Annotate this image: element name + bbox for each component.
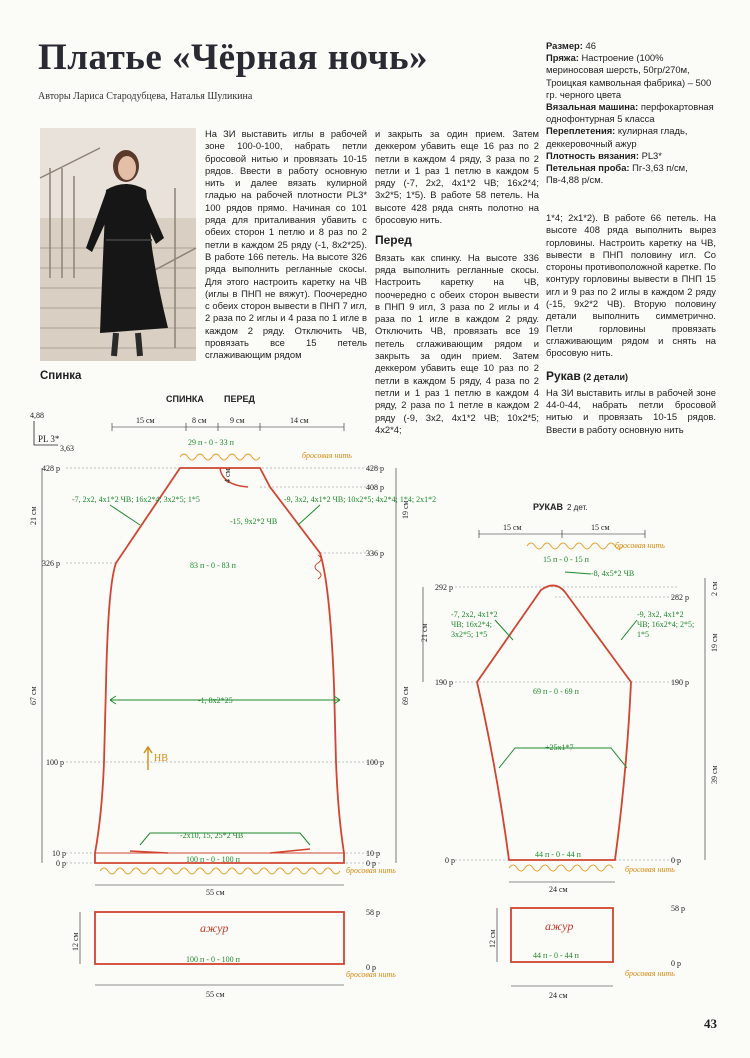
- cuff-sleeve-row-0: 0 р: [671, 959, 681, 968]
- sleeve-increase: +25х1*7: [545, 743, 574, 752]
- neck-cm: 4 см: [223, 468, 232, 483]
- row-left-326: 326 р: [42, 559, 60, 568]
- note-raglan-front: -9, 3х2, 4х1*2 ЧВ; 10х2*5; 4х2*4; 1*4; 2х1*2: [284, 495, 437, 504]
- spec-row: Переплетения: кулирная гладь, деккеровочный ажур: [546, 125, 688, 149]
- waste-yarn-bottom: бросовая нить: [346, 866, 396, 875]
- bottom-count: 100 п - 0 - 100 п: [186, 855, 240, 864]
- cm-left-21: 21 см: [29, 506, 38, 525]
- row-left-100: 100 р: [46, 758, 64, 767]
- row-left-0: 0 р: [56, 859, 66, 868]
- cuff-sleeve-height: 12 см: [488, 929, 497, 948]
- row-right-428: 428 р: [366, 464, 384, 473]
- sleeve-header-note: 2 дет.: [567, 503, 588, 512]
- caption-back: Спинка: [40, 370, 82, 382]
- front-instructions-cont: 1*4; 2х1*2). В работе 66 петель. На высоте 408 ряда выполнить вырез горловины. Настроить каретку на ЧВ, вывести в ПНП половину игл. Со стороны противоположной каретке. По контуру горловины вывести в ПНП 15 игл и 9 раз по 2 иглы в каждом 2 ряду (-15, 9х2*2 ЧВ). Вторую половину детали выполнить симметрично. Петли горловины провязать сглаживающим рядом и снять на бросовую нить.: [546, 212, 716, 359]
- cm-right-19: 19 см: [401, 500, 410, 519]
- row-right-336: 336 р: [366, 549, 384, 558]
- sleeve-row-right-0: 0 р: [671, 856, 681, 865]
- cuff-sleeve-label: ажур: [545, 919, 574, 933]
- sleeve-row-right-282: 282 р: [671, 593, 689, 602]
- width-4: 14 см: [290, 416, 309, 425]
- sleeve-top-count: 15 п - 0 - 15 п: [543, 555, 589, 564]
- sleeve-cm-right-19: 19 см: [710, 633, 719, 652]
- cuff-sleeve-count: 44 п - 0 - 44 п: [533, 951, 579, 960]
- cuff-body-row-0: 0 р: [366, 963, 376, 972]
- cuff-body-row-58: 58 р: [366, 908, 380, 917]
- sleeve-heading: Рукав (2 детали): [546, 368, 628, 383]
- row-left-428: 428 р: [42, 464, 60, 473]
- front-instructions: Вязать как спинку. На высоте 336 ряда выполнить регланные скосы. Настроить каретку на ЧВ, поочередно с обеих сторон вывести в ПНП 9 игл, 3 раза по 2 иглы и 4 раза по 1 игле в каждом 2 ряду. Отключить ЧВ, провязать все 19 петель сглаживающим рядом и закрыть за один прием. Затем деккером убавить еще 10 раз по 2 петли в каждом 5 ряду, 4 раза по 2 петли и 1 раз 1 петлю в каждом 4 ряду, 2 раза по 1 петле в каждом 2 ряду (-9, 3х2, 4х1*2 ЧВ; 10х2*5; 4х2*4;: [375, 251, 539, 435]
- sleeve-note-left: -7, 2х2, 4х1*2 ЧВ; 16х2*4; 3х2*5; 1*5: [451, 610, 498, 639]
- sleeve-row-right-190: 190 р: [671, 678, 689, 687]
- hv-marker: НВ: [154, 753, 168, 764]
- bottom-width: 55 см: [206, 888, 225, 897]
- sleeve-header: РУКАВ: [533, 502, 563, 512]
- sleeve-instructions: На ЗИ выставить иглы в рабочей зоне 44-0-44, набрать петли бросовой нитью и провязать 10-15 рядов. Ввести в работу основную нить: [546, 386, 716, 435]
- note-waist: -1, 8х2*25: [198, 696, 233, 705]
- header-front: ПЕРЕД: [224, 394, 255, 404]
- row-left-10: 10 р: [52, 849, 66, 858]
- row-right-0: 0 р: [366, 859, 376, 868]
- row-right-10: 10 р: [366, 849, 380, 858]
- width-1: 15 см: [136, 416, 155, 425]
- authors-line: Авторы Лариса Стародубцева, Наталья Шуликина: [38, 91, 253, 102]
- page-title: Платье «Чёрная ночь»: [38, 37, 429, 78]
- sleeve-cm-right-39: 39 см: [710, 765, 719, 784]
- cuff-body-label: ажур: [200, 921, 229, 935]
- sleeve-row-left-190: 190 р: [435, 678, 453, 687]
- page-number: 43: [704, 1016, 717, 1031]
- sleeve-width-1: 15 см: [503, 523, 522, 532]
- note-raglan-back: -7, 2х2, 4х1*2 ЧВ; 16х2*4; 3х2*5; 1*5: [72, 495, 200, 504]
- body-pattern-diagram: [0, 385, 437, 1005]
- sleeve-pattern-diagram: [415, 500, 725, 1010]
- sleeve-note-right: -9, 3х2, 4х1*2 ЧВ; 16х2*4; 2*5; 1*5: [637, 610, 695, 639]
- note-neck: -15, 9х2*2 ЧВ: [230, 517, 278, 526]
- density-pl: PL 3*: [38, 434, 60, 444]
- sleeve-mid-count: 69 п - 0 - 69 п: [533, 687, 579, 696]
- sleeve-row-left-292: 292 р: [435, 583, 453, 592]
- cm-right-69: 69 см: [401, 686, 410, 705]
- text-column-3: [546, 212, 716, 436]
- spec-row: Пряжа: Настроение (100% мериносовая шерсть, 50гр/270м, Троицкая камвольная фабрика) – 500 гр. черного цвета: [546, 52, 712, 100]
- cuff-body-waste: бросовая нить: [346, 970, 396, 979]
- density-stitches: 3,63: [60, 444, 74, 453]
- spec-row: Петельная проба: Пг-3,63 п/см, Пв-4,88 р/см.: [546, 162, 688, 186]
- sleeve-row-left-0: 0 р: [445, 856, 455, 865]
- cuff-body-height: 12 см: [71, 932, 80, 951]
- row-right-408: 408 р: [366, 483, 384, 492]
- sleeve-waste-bottom: бросовая нить: [625, 865, 675, 874]
- sleeve-waste-top: бросовая нить: [615, 541, 665, 550]
- cuff-body-width: 55 см: [206, 990, 225, 999]
- density-rows: 4,88: [30, 411, 44, 420]
- sleeve-cm-left-21: 21 см: [420, 623, 429, 642]
- note-hem: -2х10, 15, 25*2 ЧВ: [180, 831, 244, 840]
- cm-left-67: 67 см: [29, 686, 38, 705]
- sleeve-cm-right-2: 2 см: [710, 581, 719, 596]
- cuff-body-count: 100 п - 0 - 100 п: [186, 955, 240, 964]
- header-back: СПИНКА: [166, 394, 204, 404]
- specs-block: [546, 40, 716, 186]
- cuff-sleeve-waste: бросовая нить: [625, 969, 675, 978]
- back-instructions-cont: и закрыть за один прием. Затем деккером убавить еще 16 раз по 2 петли в каждом 4 ряду, 3 раза по 2 петли и 1 раз 1 петлю в каждом 5 ряду (-7, 2х2, 4х1*2 ЧВ; 16х2*4; 3х2*5; 1*5). В работе 58 петель. На высоте 428 ряда снять полотно на бросовую нить.: [375, 128, 539, 226]
- waste-yarn-top: бросовая нить: [302, 451, 352, 460]
- width-2: 8 см: [192, 416, 207, 425]
- model-photo: [40, 128, 196, 361]
- mid-count: 83 п - 0 - 83 п: [190, 561, 236, 570]
- sleeve-neck-note: -8, 4х5*2 ЧВ: [591, 569, 635, 578]
- sleeve-bottom-count: 44 п - 0 - 44 п: [535, 850, 581, 859]
- spec-row: Вязальная машина: перфокартовная однофонтурная 5 класса: [546, 101, 714, 125]
- front-heading: Перед: [375, 233, 412, 248]
- cuff-sleeve-width: 24 см: [549, 991, 568, 1000]
- row-right-100: 100 р: [366, 758, 384, 767]
- sleeve-width-2: 15 см: [591, 523, 610, 532]
- spec-row: Размер: 46: [546, 40, 596, 51]
- width-3: 9 см: [230, 416, 245, 425]
- cuff-sleeve-row-58: 58 р: [671, 904, 685, 913]
- top-count: 29 п - 0 - 33 п: [188, 438, 234, 447]
- text-column-1: На ЗИ выставить иглы в рабочей зоне 100-0-100, набрать петли бросовой нитью и провязать 10-15 рядов. Ввести в работу основную нить и далее вязать кулирной гладью на рабочей плотности PL3* 100 рядов прямо. Начиная со 101 ряда для приталивания убавить с обеих сторон 1 петлю и 8 раз по 2 петли в каждом 25 ряду (-1, 8х2*25). В работе 166 петель. На высоте 326 ряда выполнить регланные скосы. Для этого настроить каретку на ЧВ (иглы в ПНП не вяжут). Поочередно с обеих сторон вывести в ПНП 7 игл, 2 раза по 2 иглы и 4 раза по 1 игле в каждом 2 ряду. Отключить ЧВ, провязать все 15 петель сглаживающим рядом: [205, 128, 367, 361]
- sleeve-bottom-width: 24 см: [549, 885, 568, 894]
- spec-row: Плотность вязания: PL3*: [546, 149, 662, 161]
